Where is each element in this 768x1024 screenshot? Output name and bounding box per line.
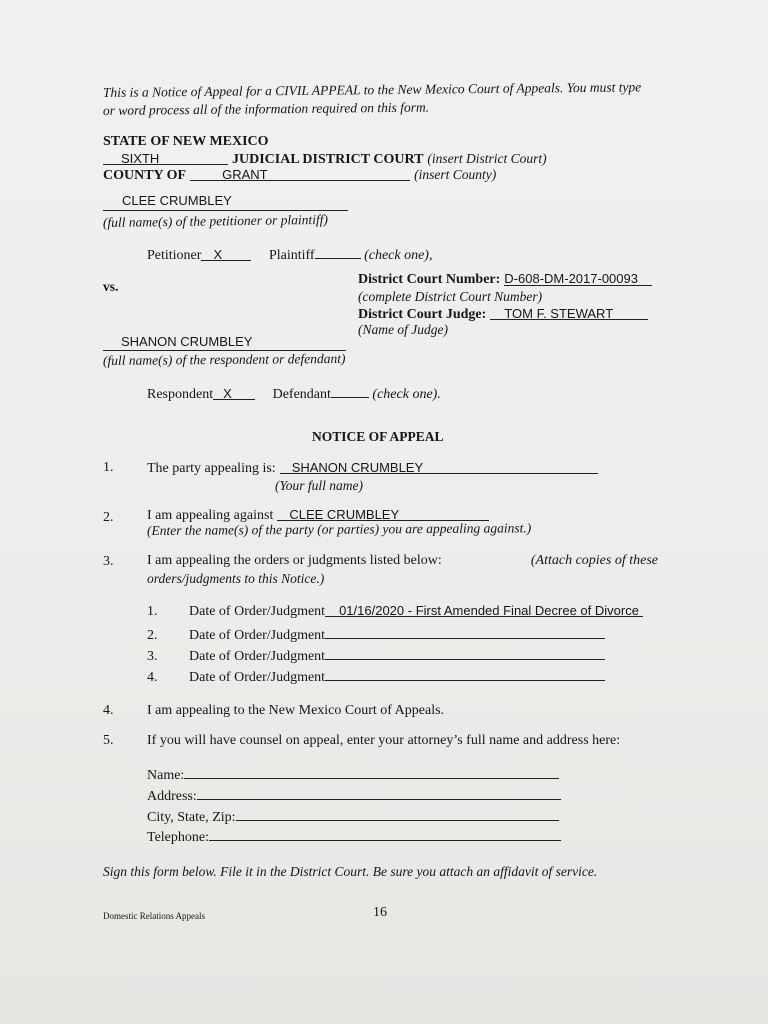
petitioner-name-line [103,210,348,211]
judge-row [358,305,648,323]
order-date-value: 01/16/2020 - First Amended Final Decree of Divorce [325,603,643,617]
district-value: SIXTH [103,151,228,165]
counsel-name-row [147,764,559,784]
item-1-number: 1. [103,460,114,475]
petitioner-check-hint: (check one), [364,248,433,263]
order-number: 4. [147,670,158,685]
petitioner-caption: (full name(s) of the petitioner or plaintiff) [102,211,329,230]
intro-line-1: This is a Notice of Appeal for a CIVIL APPEAL to the New Mexico Court of Appeals. You must type [102,79,642,100]
plaintiff-blank [315,244,361,259]
order-date-field [325,666,605,681]
plaintiff-label: Plaintiff [268,248,315,263]
respondent-mark: X [213,386,255,400]
order-row [147,666,605,686]
counsel-city-field [236,806,559,821]
item-3-hint-b: orders/judgments to this Notice.) [147,571,325,586]
defendant-label: Defendant [272,387,331,402]
case-number-label: District Court Number: [358,272,501,287]
counsel-address-field [197,785,561,800]
vs-label: vs. [103,279,119,294]
counsel-phone-row [147,826,561,846]
item-4-text: I am appealing to the New Mexico Court of Appeals. [147,703,445,718]
notice-title: NOTICE OF APPEAL [312,429,444,444]
counsel-name-label: Name: [147,768,185,783]
order-number: 1. [147,604,158,619]
order-date-field [325,624,605,639]
petitioner-name: CLEE CRUMBLEY [122,193,232,208]
item-3-row [147,553,658,569]
state-heading: STATE OF NEW MEXICO [103,134,269,149]
order-number: 2. [147,628,158,643]
page-number: 16 [373,905,387,920]
order-row [147,645,605,665]
order-label: Date of Order/Judgment [189,649,326,664]
defendant-blank [331,383,369,398]
item-2-number: 2. [103,510,114,525]
petitioner-label: Petitioner [147,248,202,263]
item-2-hint: (Enter the name(s) of the party (or parties) you are appealing against.) [146,520,532,538]
sign-instructions: Sign this form below. File it in the District Court. Be sure you attach an affidavit of service. [103,864,598,879]
petitioner-check-row [147,244,432,264]
item-3-number: 3. [103,554,114,569]
order-row [147,603,643,620]
order-number: 3. [147,649,158,664]
item-2-text: I am appealing against [147,508,274,523]
footer-label: Domestic Relations Appeals [103,911,205,921]
item-4-number: 4. [103,703,114,718]
counsel-phone-field [209,826,561,841]
order-date-field [325,645,605,660]
item-1-text: The party appealing is: [147,461,276,476]
appealing-party-value: SHANON CRUMBLEY [280,460,598,474]
order-label: Date of Order/Judgment [189,628,326,643]
order-label: Date of Order/Judgment [189,670,326,685]
judge-value: TOM F. STEWART [490,306,648,320]
counsel-name-field [184,764,559,779]
judge-hint: (Name of Judge) [358,322,448,337]
item-5-number: 5. [103,733,114,748]
respondent-name: SHANON CRUMBLEY [121,334,253,349]
counsel-address-label: Address: [147,789,197,804]
counsel-city-label: City, State, Zip: [147,810,236,825]
counsel-phone-label: Telephone: [147,830,209,845]
county-row [103,166,496,184]
county-label: COUNTY OF [103,168,187,183]
item-3-hint-a: (Attach copies of these [530,553,658,568]
item-1-hint: (Your full name) [275,478,364,493]
item-1-row [147,459,598,477]
respondent-caption: (full name(s) of the respondent or defendant) [102,350,346,368]
county-hint: (insert County) [414,167,497,182]
item-3-text: I am appealing the orders or judgments listed below: [147,553,442,568]
order-row [147,624,605,644]
respondent-label: Respondent [147,387,214,402]
case-number-hint: (complete District Court Number) [358,289,543,304]
appealing-against-value: CLEE CRUMBLEY [277,507,489,521]
case-number-row [358,270,652,288]
district-hint: (insert District Court) [427,151,547,166]
judicial-district-label: JUDICIAL DISTRICT COURT [232,152,424,167]
intro-line-2: or word process all of the information required on this form. [102,99,430,118]
judge-label: District Court Judge: [358,307,487,322]
petitioner-mark: X [201,247,251,261]
counsel-city-row [147,806,559,826]
respondent-check-hint: (check one). [372,387,441,402]
order-label: Date of Order/Judgment [189,604,326,619]
case-number-value: D-608-DM-2017-00093 [504,271,652,286]
county-value: GRANT [190,167,410,181]
counsel-address-row [147,785,561,805]
item-5-text: If you will have counsel on appeal, enter your attorney’s full name and address here: [147,733,621,748]
respondent-check-row [147,383,441,403]
